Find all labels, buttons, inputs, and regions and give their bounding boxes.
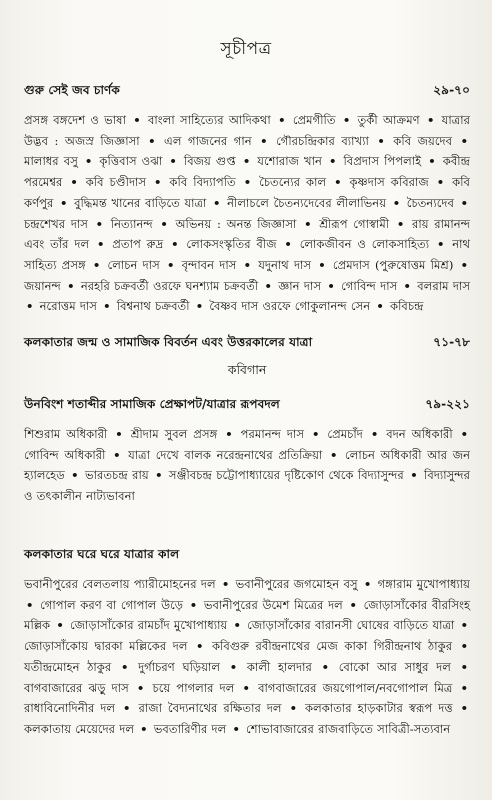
bullet-separator: •: [92, 257, 101, 272]
toc-entry: যদুনাথ দাস: [258, 257, 312, 272]
toc-entry: ভবানীপুরের জগমোহন বসু: [235, 577, 358, 591]
section-heading: গুরু সেই জব চার্ণক: [24, 83, 120, 97]
toc-entry: পরমানন্দ দাস: [240, 427, 305, 441]
bullet-separator: •: [242, 154, 251, 169]
toc-entry: ভারতচন্দ্র রায়: [84, 468, 149, 483]
toc-entry: যশোরাজ খান: [257, 154, 322, 169]
toc-entry: বিশ্বনাথ চক্রবর্তী: [116, 299, 190, 314]
bullet-separator: •: [284, 237, 292, 252]
bullet-separator: •: [242, 680, 250, 695]
bullet-separator: •: [133, 113, 141, 127]
bullet-separator: •: [363, 577, 372, 591]
bullet-separator: •: [334, 175, 342, 190]
toc-entry: রাধাবিনোদিনীর দল: [24, 701, 116, 716]
bullet-separator: •: [60, 195, 68, 210]
toc-entry: এল গাজনের গান: [164, 133, 252, 148]
toc-entry: জ্ঞান দাস: [278, 278, 322, 293]
bullet-separator: •: [460, 427, 469, 441]
bullet-separator: •: [189, 597, 198, 612]
section-heading-row: [24, 82, 470, 102]
toc-entry: অভিনয় : অনন্ত জিজ্ঞাসা: [175, 216, 297, 231]
bullet-separator: •: [260, 133, 268, 148]
toc-entry: যতীন্দ্রমোহন ঠাকুর: [24, 659, 112, 674]
toc-entry: রায় রামানন্দ এবং তাঁর দল: [24, 216, 470, 252]
bullet-separator: •: [67, 278, 75, 293]
section-items: [24, 424, 470, 507]
bullet-separator: •: [403, 278, 411, 293]
bullet-separator: •: [120, 659, 129, 674]
bullet-separator: •: [460, 680, 468, 695]
bullet-separator: •: [327, 278, 335, 293]
section-heading: কলকাতার ঘরে ঘরে যাত্রার কাল: [24, 547, 180, 561]
toc-entry: প্রেমদাস (পুরুষোত্তম মিশ্র): [332, 257, 454, 272]
bullet-separator: •: [321, 659, 329, 674]
section-heading: উনবিংশ শতাব্দীর সামাজিক প্রেক্ষাপট/যাত্রার রূপবদল: [24, 397, 280, 411]
toc-entry: জোড়াসাঁকোয় দ্বারকা মল্লিকের দল: [24, 639, 188, 654]
toc-entry: কবি চণ্ডীদাস: [85, 175, 147, 190]
bullet-separator: •: [96, 237, 105, 252]
bullet-separator: •: [169, 154, 177, 169]
toc-entry: বিপ্রদাস পিপলাই: [343, 154, 422, 169]
toc-entry: গৌরচন্দ্রিকার ব্যাখ্যা: [276, 133, 369, 148]
toc-entry: কলকাতার হাড়কাটার স্বরূপ দত্ত: [305, 701, 453, 716]
toc-entry: কবিগুরু রবীন্দ্রনাথের মেজ কাকা গিরীন্দ্রনাথ ঠাকুর: [211, 639, 453, 654]
bullet-separator: •: [342, 113, 351, 127]
page-range: ২৯-৭০: [433, 83, 470, 97]
section-items: [24, 110, 470, 317]
toc-entry: প্রতাপ রুদ্র: [112, 237, 164, 252]
toc-entry: সঞ্জীবচন্দ্র চট্টোপাধ্যায়ের দৃষ্টিকোণ থেকে বিদ্যাসুন্দর: [168, 468, 404, 483]
toc-entry: বিজয় গুপ্ত: [183, 154, 236, 169]
page-range: ৭১-৭৮: [433, 335, 470, 349]
section-heading-row: [24, 546, 470, 566]
bullet-separator: •: [71, 468, 79, 483]
toc-entry: নিত্যানন্দ: [110, 216, 153, 231]
bullet-separator: •: [113, 447, 121, 462]
bullet-separator: •: [229, 659, 238, 674]
bullet-separator: •: [154, 175, 162, 190]
toc-entry: শ্রীরূপ গোস্বামী: [319, 216, 390, 231]
bullet-separator: •: [123, 701, 131, 716]
toc-entry: যাত্রার উদ্ভব : অজস্র জিজ্ঞাসা: [24, 113, 470, 148]
toc-entry: লোকজীবন ও লোকসাহিত্য: [299, 237, 430, 252]
toc-entry: নাথ সাহিত্য প্রসঙ্গ: [24, 237, 470, 272]
toc-entry: শ্রীদাম সুবল প্রসঙ্গ: [130, 427, 218, 441]
bullet-separator: •: [460, 257, 468, 272]
bullet-separator: •: [115, 427, 123, 441]
toc-section-2: [24, 334, 470, 382]
bullet-separator: •: [304, 216, 312, 231]
bullet-separator: •: [195, 299, 204, 314]
bullet-separator: •: [460, 659, 469, 674]
bullet-separator: •: [460, 701, 469, 716]
toc-entry: নরোত্তম দাস: [39, 299, 97, 314]
bullet-separator: •: [428, 154, 436, 169]
bullet-separator: •: [155, 468, 163, 483]
bullet-separator: •: [460, 195, 468, 210]
toc-entry: কবি কর্ণপুর: [24, 175, 471, 210]
toc-entry: গোপাল করণ বা গোপাল উড়ে: [40, 597, 184, 612]
toc-entry: বৃন্দাবন দাস: [181, 257, 237, 272]
bullet-separator: •: [160, 216, 168, 231]
toc-entry: প্রেমচাঁদ: [327, 427, 363, 441]
bullet-separator: •: [213, 195, 221, 210]
bullet-separator: •: [460, 618, 469, 633]
bullet-separator: •: [103, 299, 111, 314]
toc-entry: মালাধর বসু: [24, 154, 78, 169]
page-title: সূচীপত্র: [220, 39, 272, 59]
section-heading-row: [24, 334, 470, 354]
toc-entry: ভবানীপুরের উমেশ মিত্রের দল: [203, 597, 343, 612]
toc-entry: প্রসঙ্গ বঙ্গদেশ ও ভাষা: [24, 113, 126, 127]
section-heading-row: [24, 396, 470, 416]
toc-entry: বিদ্যাসুন্দর ও তৎকালীন নাট্যভাবনা: [24, 468, 470, 504]
toc-entry: জোড়াসাঁকোর বারানসী ঘোষের বাড়িতে যাত্রা: [247, 618, 455, 633]
bullet-separator: •: [329, 154, 337, 169]
bullet-separator: •: [171, 237, 179, 252]
toc-entry: জোড়াসাঁকোর বীরসিংহ মল্লিক: [24, 597, 471, 633]
page-range: ৭৯-২২১: [425, 397, 470, 411]
bullet-separator: •: [148, 133, 156, 148]
bullet-separator: •: [166, 257, 175, 272]
bullet-separator: •: [436, 175, 445, 190]
toc-entry: গোবিন্দ অধিকারী: [24, 447, 106, 462]
toc-section-4: [24, 546, 470, 740]
bullet-separator: •: [377, 133, 385, 148]
bullet-separator: •: [232, 721, 240, 736]
bullet-separator: •: [56, 618, 64, 633]
toc-entry: কৃষ্ণদাস কবিরাজ: [349, 175, 429, 190]
toc-entry: শোভাবাজারের রাজবাড়িতে সাবিত্রী-সত্যবান: [246, 721, 451, 736]
toc-entry: তুর্কী আক্রমণ: [357, 113, 420, 127]
bullet-separator: •: [396, 216, 405, 231]
toc-entry: দুর্গাচরণ ঘড়িয়াল: [138, 659, 221, 674]
toc-entry: চন্দ্রশেখর দাস: [24, 216, 88, 231]
bullet-separator: •: [196, 639, 204, 654]
bullet-separator: •: [410, 468, 418, 483]
bullet-separator: •: [233, 618, 241, 633]
toc-section-3: [24, 396, 470, 507]
bullet-separator: •: [26, 597, 34, 612]
toc-section-1: [24, 82, 470, 317]
bullet-separator: •: [436, 237, 445, 252]
toc-entry: ভবানীপুরের বেলতলায় প্যারীমোহনের দল: [24, 577, 216, 591]
toc-entry: বৈষ্ণব দাস ওরফে গোকুলানন্দ সেন: [209, 299, 371, 314]
toc-entry: লোকসংস্কৃতির বীজ: [186, 237, 277, 252]
toc-entry: বোকো আর সাধুর দল: [338, 659, 451, 674]
bullet-separator: •: [221, 577, 230, 591]
toc-entry: কালী হালদার: [246, 659, 312, 674]
toc-entry: জয়ানন্দ: [24, 278, 61, 293]
toc-entry: লোচন অধিকারী আর জন হ্যালহেড: [24, 447, 471, 483]
toc-entry: চৈতন্যের কাল: [259, 175, 327, 190]
toc-entry: কবি জয়দেব: [393, 133, 453, 148]
toc-entry: লোচন দাস: [107, 257, 160, 272]
toc-entry: বাগবাজারের জয়গোপাল/নবগোপাল মিত্র: [258, 680, 453, 695]
bullet-separator: •: [289, 701, 297, 716]
toc-entry: কলকাতায় মেয়েদের দল: [24, 721, 134, 736]
bullet-separator: •: [311, 427, 320, 441]
toc-entry: ভবতারিণীর দল: [153, 721, 227, 736]
bullet-separator: •: [460, 133, 469, 148]
toc-entry: রাজা বৈদ্যনাথের রক্ষিতার দল: [138, 701, 282, 716]
toc-entry: বদন অধিকারী: [386, 427, 453, 441]
toc-entry: বুদ্ধিমন্ত খানের বাড়িতে যাত্রা: [74, 195, 207, 210]
toc-entry: কবিচন্দ্র: [390, 299, 424, 314]
toc-entry: কবি বিদ্যাপতি: [169, 175, 236, 190]
bullet-separator: •: [243, 175, 252, 190]
bullet-separator: •: [460, 639, 469, 654]
bullet-separator: •: [225, 427, 233, 441]
bullet-separator: •: [278, 113, 286, 127]
toc-entry: কবীন্দ্র পরমেশ্বর: [24, 154, 470, 190]
toc-entry: বলরাম দাস: [417, 278, 470, 293]
toc-entry: চয়ে পাগলার দল: [152, 680, 235, 695]
toc-entry: বাগবাজারের ঝড়ু দাস: [24, 680, 129, 695]
toc-entry: চৈতন্যদেব: [406, 195, 454, 210]
toc-entry: শিশুরাম অধিকারী: [24, 427, 108, 441]
bullet-separator: •: [318, 257, 326, 272]
bullet-separator: •: [349, 597, 357, 612]
section-items: [24, 574, 470, 740]
toc-entry: প্রেমগীতি: [292, 113, 336, 127]
bullet-separator: •: [370, 427, 379, 441]
bullet-separator: •: [136, 680, 145, 695]
bullet-separator: •: [243, 257, 251, 272]
toc-entry: যাত্রা দেখে বালক নরেন্দ্রনাথের প্রতিক্রিয়া: [128, 447, 323, 462]
toc-entry: জোড়াসাঁকোর রামচাঁদ মুখোপাধ্যায়: [69, 618, 228, 633]
bullet-separator: •: [140, 721, 148, 736]
bullet-separator: •: [264, 278, 272, 293]
bullet-separator: •: [376, 299, 384, 314]
toc-entry: নীলাচলে চৈতন্যদেবের লীলাভিনয়: [227, 195, 387, 210]
bullet-separator: •: [84, 154, 93, 169]
toc-entry: গঙ্গারাম মুখোপাধ্যায়: [377, 577, 471, 591]
section-heading: কলকাতার জন্ম ও সামাজিক বিবর্তন এবং উত্তরকালের যাত্রা: [24, 335, 313, 349]
bullet-separator: •: [26, 299, 34, 314]
bullet-separator: •: [426, 113, 435, 127]
toc-entry: গোবিন্দ দাস: [341, 278, 398, 293]
toc-entry: বাংলা সাহিত্যের আদিকথা: [147, 113, 271, 127]
bullet-separator: •: [392, 195, 401, 210]
bullet-separator: •: [70, 175, 78, 190]
toc-entry: নরহরি চক্রবর্তী ওরফে ঘনশ্যাম চক্রবর্তী: [80, 278, 259, 293]
bullet-separator: •: [95, 216, 104, 231]
toc-entry: কৃত্তিবাস ওঝা: [99, 154, 163, 169]
section-subheading: কবিগান: [227, 362, 267, 377]
bullet-separator: •: [329, 447, 338, 462]
